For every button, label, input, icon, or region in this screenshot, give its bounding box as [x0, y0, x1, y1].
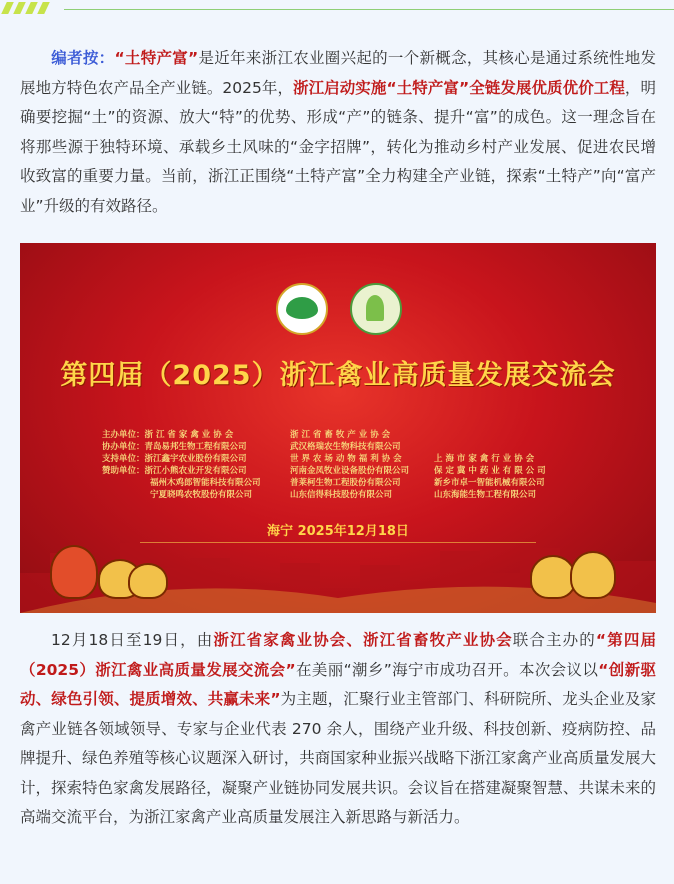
- organizer-line: 赞助单位：浙江小熊农业开发有限公司: [102, 466, 247, 476]
- organizer-line: 支持单位：浙江鑫宇农业股份有限公司: [102, 454, 247, 464]
- highlight-project: 浙江启动实施“土特产富”全链发展优质优价工程: [293, 78, 625, 97]
- organizer-line: 福州木鸡郎智能科技有限公司: [150, 478, 261, 488]
- body-text: 联合主办的: [512, 631, 596, 649]
- organizer-line: 宁夏晓鸣农牧股份有限公司: [150, 490, 253, 500]
- event-banner-image: [20, 243, 656, 613]
- organizer-line: 主办单位：浙 江 省 家 禽 业 协 会: [102, 430, 234, 440]
- organizer-line: 河南金凤牧业设备股份有限公司: [290, 466, 410, 476]
- highlight-organizers: 浙江省家禽业协会、浙江省畜牧产业协会: [213, 631, 513, 649]
- organizer-line: 协办单位：青岛易邦生物工程有限公司: [102, 442, 247, 452]
- body-text: 为主题，汇聚行业主管部门、科研院所、龙头企业及家禽产业链各领域领导、专家与企业代表 270 余人，围绕产业升级、科技创新、疫病防控、品牌提升、绿色养殖等核心议题深入研讨，共商国家种业振兴战略下浙江家禽产业高质量发展大计，探索特色家禽发展路径，凝聚产业链协同发展共识。会议旨在搭建凝聚智慧、共谋未来的高端交流平台，为浙江家禽产业高质量发展注入新思路与新活力。: [20, 690, 656, 826]
- organizer-list-1: [102, 429, 261, 501]
- decor-stripe: [37, 2, 50, 14]
- editor-note: [20, 44, 656, 221]
- highlight-theme: “创新驱动、绿色引领、提质增效、共赢未来”: [20, 660, 657, 708]
- goose-icon: [570, 551, 616, 599]
- organizer-list-2: [290, 429, 409, 501]
- organizer-line: [434, 429, 546, 441]
- organizer-line: 山东信得科技股份有限公司: [290, 490, 393, 500]
- news-body: [20, 626, 656, 833]
- organizer-line: 保 定 冀 中 药 业 有 限 公 司: [434, 466, 546, 476]
- decor-stripe: [25, 2, 38, 14]
- banner-title: 第四届（2025）浙江禽业高质量发展交流会: [60, 360, 616, 391]
- editor-label: 编者按：: [51, 49, 115, 67]
- highlight-term: “土特产富”: [114, 49, 199, 67]
- decor-stripe: [13, 2, 26, 14]
- organizer-line: 普莱柯生物工程股份有限公司: [290, 478, 401, 488]
- banner-date: 海宁 2025年12月18日: [267, 524, 409, 539]
- highlight-event-name: “第四届（2025）浙江禽业高质量发展交流会”: [20, 631, 656, 679]
- duck-icon: [128, 563, 168, 599]
- intro-text: 是近年来浙江农业圈兴起的一个新概念，其核心是通过系统性地发展地方特色农产品全产业链。2025年，: [20, 49, 656, 97]
- header-divider: [64, 9, 674, 10]
- decor-stripe: [1, 2, 14, 14]
- organizer-line: 武汉格瑞农生物科技有限公司: [290, 442, 401, 452]
- organizer-line: 新乡市卓一智能机械有限公司: [434, 478, 545, 488]
- organizer-line: 山东海能生物工程有限公司: [434, 490, 537, 500]
- organizer-list-3: [434, 429, 546, 501]
- rooster-icon: [50, 545, 98, 599]
- organizer-line: 世 界 农 场 动 物 福 利 协 会: [290, 454, 402, 464]
- body-text: 12月18日至19日，由: [51, 631, 214, 649]
- organizer-line: 上 海 市 家 禽 行 业 协 会: [434, 454, 535, 464]
- header-decoration: [0, 0, 674, 20]
- poultry-association-logo-icon: [276, 283, 328, 335]
- body-text: 在美丽“潮乡”海宁市成功召开。本次会议以: [295, 660, 599, 679]
- organizer-line: 浙 江 省 畜 牧 产 业 协 会: [290, 430, 391, 440]
- organizer-line: [434, 441, 546, 453]
- intro-text-2: ，明确要挖掘“土”的资源、放大“特”的优势、形成“产”的链条、提升“富”的成色。这一理念旨在将那些源于独特环境、承载乡土风味的“金字招牌”，转化为推动乡村产业发展、促进农民增收致富的重要力量。当前，浙江正围绕“土特产富”全力构建全产业链，探索“土特产”向“富产业”升级的有效路径。: [20, 78, 656, 215]
- livestock-association-logo-icon: [350, 283, 402, 335]
